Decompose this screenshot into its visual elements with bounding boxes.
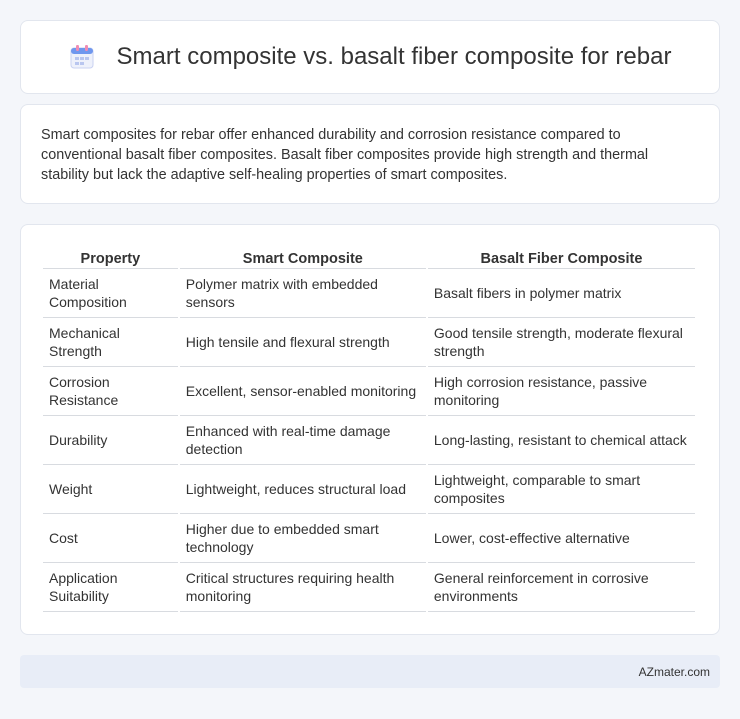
basalt-composite-cell: Long-lasting, resistant to chemical attack [428, 416, 695, 465]
smart-composite-cell: Lightweight, reduces structural load [180, 465, 426, 514]
table-row [43, 416, 695, 465]
basalt-composite-cell: General reinforcement in corrosive environments [428, 563, 695, 612]
basalt-composite-cell: Lower, cost-effective alternative [428, 514, 695, 563]
table-row [43, 514, 695, 563]
property-cell: Material Composition [43, 269, 178, 318]
table-row [43, 318, 695, 367]
comparison-table [41, 245, 697, 612]
table-row [43, 465, 695, 514]
calendar-icon [69, 44, 95, 70]
property-cell: Cost [43, 514, 178, 563]
smart-composite-cell: Critical structures requiring health monitoring [180, 563, 426, 612]
title-card [20, 20, 720, 94]
smart-composite-cell: Excellent, sensor-enabled monitoring [180, 367, 426, 416]
property-cell: Durability [43, 416, 178, 465]
basalt-composite-cell: Good tensile strength, moderate flexural strength [428, 318, 695, 367]
smart-composite-cell: Enhanced with real-time damage detection [180, 416, 426, 465]
property-cell: Weight [43, 465, 178, 514]
property-cell: Corrosion Resistance [43, 367, 178, 416]
smart-composite-cell: High tensile and flexural strength [180, 318, 426, 367]
footer [20, 655, 720, 688]
smart-composite-cell: Polymer matrix with embedded sensors [180, 269, 426, 318]
page-title: Smart composite vs. basalt fiber composite for rebar [116, 43, 672, 70]
table-row [43, 269, 695, 318]
footer-site-link[interactable]: AZmater.com [638, 664, 710, 679]
property-cell: Application Suitability [43, 563, 178, 612]
basalt-composite-cell: High corrosion resistance, passive monitoring [428, 367, 695, 416]
table-row [43, 367, 695, 416]
table-row [43, 563, 695, 612]
property-cell: Mechanical Strength [43, 318, 178, 367]
basalt-composite-cell: Lightweight, comparable to smart composites [428, 465, 695, 514]
smart-composite-cell: Higher due to embedded smart technology [180, 514, 426, 563]
table-header-row [43, 245, 695, 269]
summary-text: Smart composites for rebar offer enhanced durability and corrosion resistance compared to conventional basalt fiber composites. Basalt fiber composites provide high strength and thermal stability but lack the adaptive self-healing properties of smart composites. [41, 127, 649, 183]
basalt-composite-cell: Basalt fibers in polymer matrix [428, 269, 695, 318]
summary-card [20, 104, 720, 204]
comparison-table-card [20, 224, 720, 635]
header-basalt-fiber-composite: Basalt Fiber Composite [428, 245, 695, 269]
header-smart-composite: Smart Composite [180, 245, 426, 269]
header-property: Property [43, 245, 178, 269]
